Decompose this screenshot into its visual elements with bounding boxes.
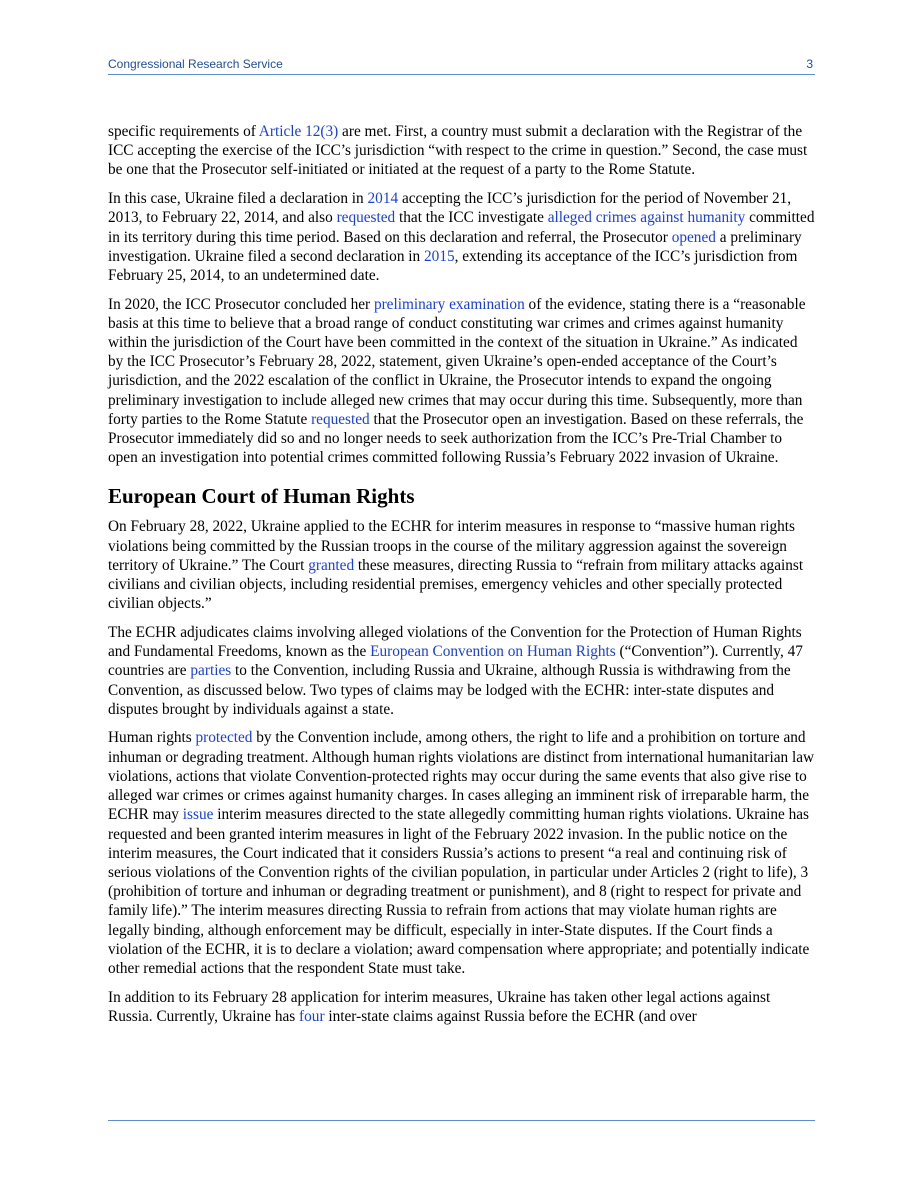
text-run: In addition to its February 28 application for interim measures, Ukraine has taken other legal actions against Russia. Currently, Ukraine has bbox=[108, 988, 771, 1025]
text-run: In this case, Ukraine filed a declaration in bbox=[108, 190, 368, 208]
link-preliminary-examination[interactable]: preliminary examination bbox=[373, 295, 525, 313]
paragraph-other-legal-actions bbox=[108, 988, 815, 1026]
link-protected[interactable]: protected bbox=[195, 729, 253, 747]
link-requested[interactable]: requested bbox=[336, 209, 396, 227]
text-run: Human rights bbox=[108, 729, 196, 747]
header-rule bbox=[108, 74, 815, 75]
page-header bbox=[108, 57, 813, 75]
text-run: accepting the ICC’s jurisdiction for the period of November 21, 2013, to February 22, 2014, and also bbox=[108, 190, 792, 227]
header-org-name: Congressional Research Service bbox=[108, 57, 283, 71]
paragraph-human-rights-protected bbox=[108, 728, 815, 978]
link-european-convention[interactable]: European Convention on Human Rights bbox=[370, 643, 616, 661]
text-run: inter-state claims against Russia before the ECHR (and over bbox=[324, 1007, 697, 1025]
text-run: are met. First, a country must submit a declaration with the Registrar of the ICC accepting the exercise of the ICC’s jurisdiction “with respect to the crime in question.” Second, the case must be one that the Prosecutor self-initiated or initiated at the request of a party to the Rome Statute. bbox=[108, 123, 808, 179]
paragraph-ukraine-declaration bbox=[108, 189, 815, 285]
text-run: committed in its territory during this time period. Based on this declaration and referral, the Prosecutor bbox=[108, 209, 815, 246]
text-run: that the Prosecutor open an investigation. Based on these referrals, the Prosecutor immediately did so and no longer needs to seek authorization from the ICC’s Pre-Trial Chamber to open an investigation into potential crimes committed following Russia’s February 2022 invasion of Ukraine. bbox=[108, 410, 804, 467]
link-four[interactable]: four bbox=[299, 1007, 325, 1025]
text-run: by the Convention include, among others, the right to life and a prohibition on torture and inhuman or degrading treatment. Although human rights violations are distinct from international humanitarian law violations, actions that violate Convention-protected rights may occur during the same events that also give rise to alleged war crimes or crimes against humanity charges. In cases alleging an imminent risk of irreparable harm, the ECHR may bbox=[108, 729, 815, 824]
link-opened[interactable]: opened bbox=[671, 228, 716, 246]
text-run: a preliminary investigation. Ukraine filed a second declaration in bbox=[108, 228, 802, 265]
text-run: that the ICC investigate bbox=[395, 209, 548, 227]
text-run: (“Convention”). Currently, 47 countries are bbox=[108, 643, 803, 680]
link-alleged-crimes[interactable]: alleged crimes against humanity bbox=[547, 209, 746, 227]
link-2014[interactable]: 2014 bbox=[367, 190, 399, 208]
paragraph-icc-requirements bbox=[108, 122, 815, 180]
link-article-12-3[interactable]: Article 12(3) bbox=[258, 123, 339, 140]
page-number: 3 bbox=[806, 57, 813, 71]
text-run: interim measures directed to the state allegedly committing human rights violations. Ukraine has requested and been granted interim measures in light of the February 2022 invasion. In the public notice on the interim measures, the Court indicated that it considers Russia’s actions to present “a real and continuing risk of serious violations of the Convention rights of the civilian population, in particular under Articles 2 (right to life), 3 (prohibition of torture and inhuman or degrading treatment or punishment), and 8 (right to respect for private and family life).” The interim measures directing Russia to refrain from actions that may violate human rights are legally binding, although enforcement may be difficult, especially in inter-State disputes. If the Court finds a violation of the ECHR, it is to declare a violation; award compensation where appropriate; and potentially indicate other remedial actions that the respondent State must take. bbox=[108, 806, 810, 977]
text-run: , extending its acceptance of the ICC’s jurisdiction from February 25, 2014, to an undetermined date. bbox=[108, 247, 798, 284]
link-parties[interactable]: parties bbox=[190, 662, 232, 680]
link-granted[interactable]: granted bbox=[308, 556, 355, 574]
section-heading: European Court of Human Rights bbox=[108, 484, 415, 509]
link-2015[interactable]: 2015 bbox=[424, 247, 455, 265]
text-run: On February 28, 2022, Ukraine applied to the ECHR for interim measures in response to “massive human rights violations being committed by the Russian troops in the course of the military aggression against the sovereign territory of Ukraine.” The Court bbox=[108, 518, 795, 574]
paragraph-prosecutor-examination bbox=[108, 295, 815, 468]
text-run: The ECHR adjudicates claims involving alleged violations of the Convention for the Protection of Human Rights and Fundamental Freedoms, known as the bbox=[108, 623, 802, 661]
text-run: specific requirements of bbox=[108, 123, 259, 140]
text-run: to the Convention, including Russia and Ukraine, although Russia is withdrawing from the Convention, as discussed below. Two types of claims may be lodged with the ECHR: inter-state disputes and disputes brought by individuals against a state. bbox=[108, 662, 791, 718]
link-requested-parties[interactable]: requested bbox=[311, 410, 370, 428]
document-body bbox=[108, 122, 815, 1036]
text-run: of the evidence, stating there is a “reasonable basis at this time to believe that a broad range of conduct constituting war crimes and crimes against humanity within the jurisdiction of the Court have been committed in the context of the situation in Ukraine.” As indicated by the ICC Prosecutor’s February 28, 2022, statement, given Ukraine’s open-ended acceptance of the Court’s jurisdiction, and the 2022 escalation of the conflict in Ukraine, the Prosecutor intends to expand the ongoing preliminary investigation to include alleged new crimes that may occur during this time. Subsequently, more than forty parties to the Rome Statute bbox=[108, 295, 806, 428]
paragraph-interim-measures bbox=[108, 517, 815, 613]
link-issue[interactable]: issue bbox=[182, 806, 214, 824]
text-run: these measures, directing Russia to “refrain from military attacks against civilians and civilian objects, including residential premises, emergency vehicles and other specially protected civilian objects.” bbox=[108, 556, 804, 613]
text-run: In 2020, the ICC Prosecutor concluded her bbox=[108, 295, 374, 313]
paragraph-echr-claims bbox=[108, 623, 815, 719]
footer-rule bbox=[108, 1120, 815, 1121]
